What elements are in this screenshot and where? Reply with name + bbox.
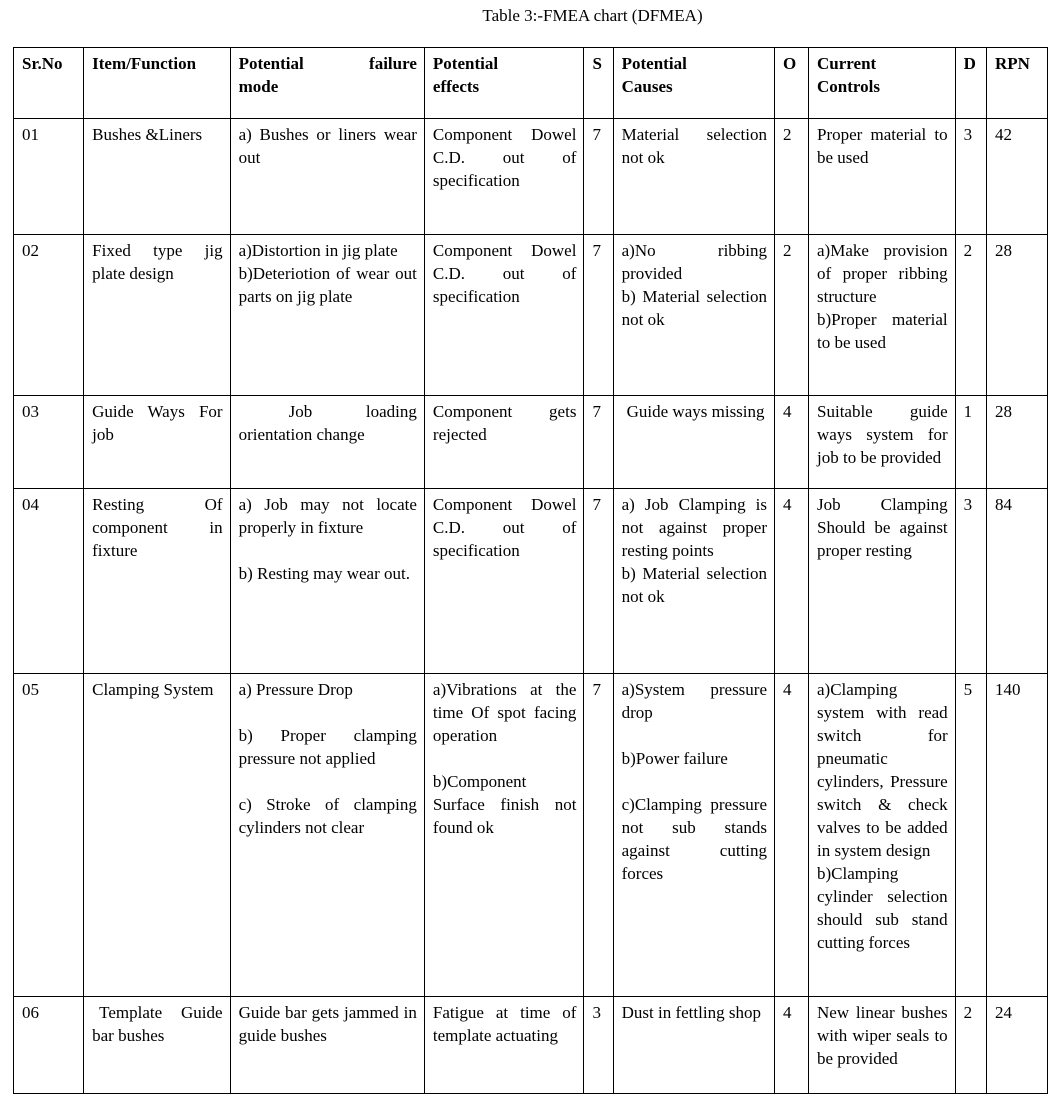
control-b: b)Clamping cylinder selection should sub stand cutting forces <box>817 864 948 952</box>
cell-item: Fixed type jig plate design <box>84 235 230 396</box>
cause-a: a) Job Clamping is not against proper resting points <box>621 495 768 560</box>
header-detection: D <box>955 48 986 119</box>
effect-a: a)Vibrations at the time Of spot facing operation <box>432 680 577 745</box>
cell-failure-mode: Job loading orientation change <box>230 396 424 489</box>
cell-failure-mode: Guide bar gets jammed in guide bushes <box>230 997 424 1094</box>
header-potential-causes <box>613 48 774 119</box>
control-a: a)Make provision of proper ribbing structure <box>817 241 948 306</box>
cell-occurrence: 4 <box>775 674 809 997</box>
cell-causes <box>613 674 774 997</box>
header-effects-word-1: Potential <box>432 54 499 73</box>
header-severity: S <box>584 48 613 119</box>
cell-failure-mode <box>230 489 424 674</box>
header-failure-word-3: mode <box>238 77 279 96</box>
cell-detection: 2 <box>955 997 986 1094</box>
cause-b: b) Material selection not ok <box>621 564 768 606</box>
cause-c: c)Clamping pressure not sub stands against cutting forces <box>621 795 768 883</box>
cell-occurrence: 4 <box>775 396 809 489</box>
cell-failure-mode: a) Bushes or liners wear out <box>230 119 424 235</box>
header-controls-word-1: Current <box>817 54 877 73</box>
header-occurrence: O <box>775 48 809 119</box>
cell-item: Template Guide bar bushes <box>84 997 230 1094</box>
header-current-controls <box>809 48 956 119</box>
cell-effects: Fatigue at time of template actuating <box>424 997 584 1094</box>
failure-mode-c: c) Stroke of clamping cylinders not clear <box>238 795 417 837</box>
table-row <box>14 489 1048 674</box>
cell-rpn: 140 <box>987 674 1048 997</box>
cell-item: Resting Of component in fixture <box>84 489 230 674</box>
spacer <box>622 770 767 793</box>
cell-sr-no: 01 <box>14 119 84 235</box>
cell-causes: Dust in fettling shop <box>613 997 774 1094</box>
cell-detection: 3 <box>955 489 986 674</box>
cause-a: a)System pressure drop <box>621 680 768 722</box>
cell-rpn: 42 <box>987 119 1048 235</box>
spacer <box>433 747 577 770</box>
spacer <box>239 539 417 562</box>
cell-causes: Guide ways missing <box>613 396 774 489</box>
cell-sr-no: 03 <box>14 396 84 489</box>
cell-causes: Material selection not ok <box>613 119 774 235</box>
cell-occurrence: 4 <box>775 489 809 674</box>
header-potential-failure-mode <box>230 48 424 119</box>
failure-mode-b: b) Proper clamping pressure not applied <box>238 726 417 768</box>
header-causes-word-2: Causes <box>621 77 673 96</box>
cell-effects: Component Dowel C.D. out of specification <box>424 119 584 235</box>
cell-detection: 1 <box>955 396 986 489</box>
cause-a: a)No ribbing provided <box>621 241 768 283</box>
cell-item: Bushes &Liners <box>84 119 230 235</box>
cell-controls: Proper material to be used <box>809 119 956 235</box>
header-effects-word-2: effects <box>432 77 480 96</box>
fmea-table <box>13 47 1048 1094</box>
cell-severity: 7 <box>584 235 613 396</box>
cell-rpn: 28 <box>987 396 1048 489</box>
cell-item: Clamping System <box>84 674 230 997</box>
cell-rpn: 24 <box>987 997 1048 1094</box>
cell-effects <box>424 674 584 997</box>
control-b: b)Proper material to be used <box>817 310 948 352</box>
spacer <box>239 701 417 724</box>
failure-mode-a: a)Distortion in jig plate <box>238 241 398 260</box>
cell-effects: Component Dowel C.D. out of specification <box>424 489 584 674</box>
cause-b: b)Power failure <box>621 749 728 768</box>
header-rpn: RPN <box>987 48 1048 119</box>
cell-severity: 7 <box>584 396 613 489</box>
cell-detection: 5 <box>955 674 986 997</box>
header-failure-word-1: Potential <box>238 54 304 73</box>
header-failure-word-2: failure <box>369 54 417 73</box>
cell-detection: 3 <box>955 119 986 235</box>
cell-item: Guide Ways For job <box>84 396 230 489</box>
table-row <box>14 396 1048 489</box>
cell-occurrence: 4 <box>775 997 809 1094</box>
control-a: a)Clamping system with read switch for pneumatic cylinders, Pressure switch & check valves to be added in system design <box>817 680 948 860</box>
cell-sr-no: 04 <box>14 489 84 674</box>
failure-mode-a: a) Pressure Drop <box>238 680 353 699</box>
table-caption: Table 3:-FMEA chart (DFMEA) <box>482 6 703 25</box>
spacer <box>239 770 417 793</box>
table-row <box>14 997 1048 1094</box>
cause-b: b) Material selection not ok <box>621 287 768 329</box>
cell-severity: 7 <box>584 119 613 235</box>
cell-effects: Component Dowel C.D. out of specification <box>424 235 584 396</box>
cell-sr-no: 02 <box>14 235 84 396</box>
header-item-function: Item/Function <box>84 48 230 119</box>
cell-controls <box>809 674 956 997</box>
cell-detection: 2 <box>955 235 986 396</box>
cell-controls: Job Clamping Should be against proper resting <box>809 489 956 674</box>
cell-rpn: 84 <box>987 489 1048 674</box>
cell-severity: 7 <box>584 674 613 997</box>
failure-mode-b: b) Resting may wear out. <box>238 564 410 583</box>
cell-occurrence: 2 <box>775 119 809 235</box>
cell-rpn: 28 <box>987 235 1048 396</box>
failure-mode-a: a) Job may not locate properly in fixture <box>238 495 417 537</box>
table-row <box>14 235 1048 396</box>
header-sr-no: Sr.No <box>14 48 84 119</box>
cell-effects: Component gets rejected <box>424 396 584 489</box>
cell-failure-mode <box>230 235 424 396</box>
cell-sr-no: 06 <box>14 997 84 1094</box>
header-causes-word-1: Potential <box>621 54 687 73</box>
cell-controls: New linear bushes with wiper seals to be provided <box>809 997 956 1094</box>
table-row <box>14 674 1048 997</box>
cell-severity: 7 <box>584 489 613 674</box>
cell-controls: Suitable guide ways system for job to be provided <box>809 396 956 489</box>
cell-occurrence: 2 <box>775 235 809 396</box>
effect-b: b)Component Surface finish not found ok <box>432 772 577 837</box>
cell-sr-no: 05 <box>14 674 84 997</box>
spacer <box>622 724 767 747</box>
cell-causes <box>613 235 774 396</box>
table-row <box>14 119 1048 235</box>
header-controls-word-2: Controls <box>817 77 880 96</box>
cell-controls <box>809 235 956 396</box>
header-potential-effects <box>424 48 584 119</box>
cell-severity: 3 <box>584 997 613 1094</box>
cell-causes <box>613 489 774 674</box>
cell-failure-mode <box>230 674 424 997</box>
failure-mode-b: b)Deteriotion of wear out parts on jig plate <box>238 264 417 306</box>
header-row <box>14 48 1048 119</box>
